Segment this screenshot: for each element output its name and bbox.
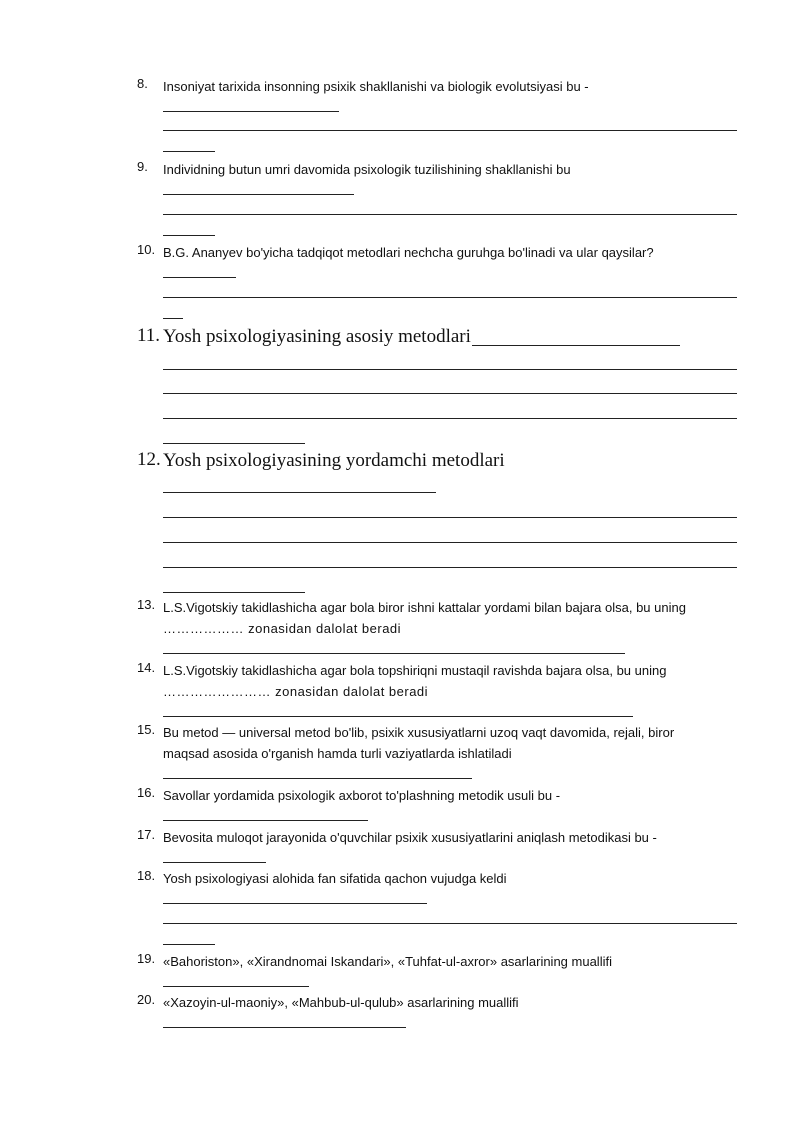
answer-line[interactable] [163,277,236,278]
question-text: Yosh psixologiyasining yordamchi metodlari [163,450,505,471]
question-number: 11. [137,325,161,346]
answer-line[interactable] [163,944,215,945]
answer-line[interactable] [163,393,737,394]
question-text: «Bahoriston», «Xirandnomai Iskandari», «Tuhfat-ul-axror» asarlarining muallifi [163,954,612,969]
answer-line[interactable] [163,716,633,717]
question-text: L.S.Vigotskiy takidlashicha agar bola biror ishni kattalar yordami bilan bajara olsa, bu uning [163,600,686,615]
answer-line[interactable] [163,111,339,112]
answer-line[interactable] [163,297,737,298]
answer-line[interactable] [472,345,680,346]
question-text-block [163,722,737,764]
answer-line[interactable] [163,318,183,319]
answer-line[interactable] [163,369,737,370]
answer-line[interactable] [163,653,625,654]
question-text: Bevosita muloqot jarayonida o'quvchilar psixik xususiyatlarini aniqlash metodikasi bu - [163,830,657,845]
question-text: Insoniyat tarixida insonning psixik shakllanishi va biologik evolutsiyasi bu - [163,79,589,94]
answer-line[interactable] [163,443,305,444]
question-number: 12. [137,449,161,470]
answer-line[interactable] [163,567,737,568]
question-number: 20. [137,992,156,1007]
answer-line[interactable] [163,542,737,543]
question-number: 13. [137,597,156,612]
question-text: Bu metod — universal metod bo'lib, psixik xususiyatlarni uzoq vaqt davomida, rejali, biror [163,725,675,740]
question-number: 8. [137,76,148,91]
answer-line[interactable] [163,986,309,987]
answer-line[interactable] [163,517,737,518]
answer-line[interactable] [163,214,737,215]
answer-line[interactable] [163,151,215,152]
question-text-continued: …………………… zonasidan dalolat beradi [163,684,429,699]
answer-line[interactable] [163,194,354,195]
question-text: B.G. Ananyev bo'yicha tadqiqot metodlari nechcha guruhga bo'linadi va ular qaysilar? [163,245,654,260]
answer-line[interactable] [163,492,436,493]
answer-line[interactable] [163,235,215,236]
answer-line[interactable] [163,923,737,924]
question-text: Savollar yordamida psixologik axborot to'plashning metodik usuli bu - [163,788,561,803]
question-text: Yosh psixologiyasining asosiy metodlari [163,326,471,347]
question-number: 18. [137,868,156,883]
question-text: L.S.Vigotskiy takidlashicha agar bola topshiriqni mustaqil ravishda bajara olsa, bu uning [163,663,667,678]
question-text-block [163,660,737,702]
answer-line[interactable] [163,903,427,904]
question-number: 19. [137,951,156,966]
question-number: 15. [137,722,156,737]
answer-line[interactable] [163,130,737,131]
answer-line[interactable] [163,778,472,779]
question-text: «Xazoyin-ul-maoniy», «Mahbub-ul-qulub» asarlarining muallifi [163,995,519,1010]
question-number: 14. [137,660,156,675]
question-number: 10. [137,242,156,257]
answer-line[interactable] [163,592,305,593]
question-number: 16. [137,785,156,800]
question-text: Yosh psixologiyasi alohida fan sifatida qachon vujudga keldi [163,871,507,886]
question-number: 9. [137,159,148,174]
answer-line[interactable] [163,820,368,821]
question-text-continued: ……………… zonasidan dalolat beradi [163,621,402,636]
question-text-block [163,597,737,639]
answer-line[interactable] [163,418,737,419]
question-number: 17. [137,827,156,842]
answer-line[interactable] [163,1027,406,1028]
question-text: Individning butun umri davomida psixologik tuzilishining shakllanishi bu [163,162,571,177]
answer-line[interactable] [163,862,266,863]
question-text-continued: maqsad asosida o'rganish hamda turli vaziyatlarda ishlatiladi [163,746,512,761]
